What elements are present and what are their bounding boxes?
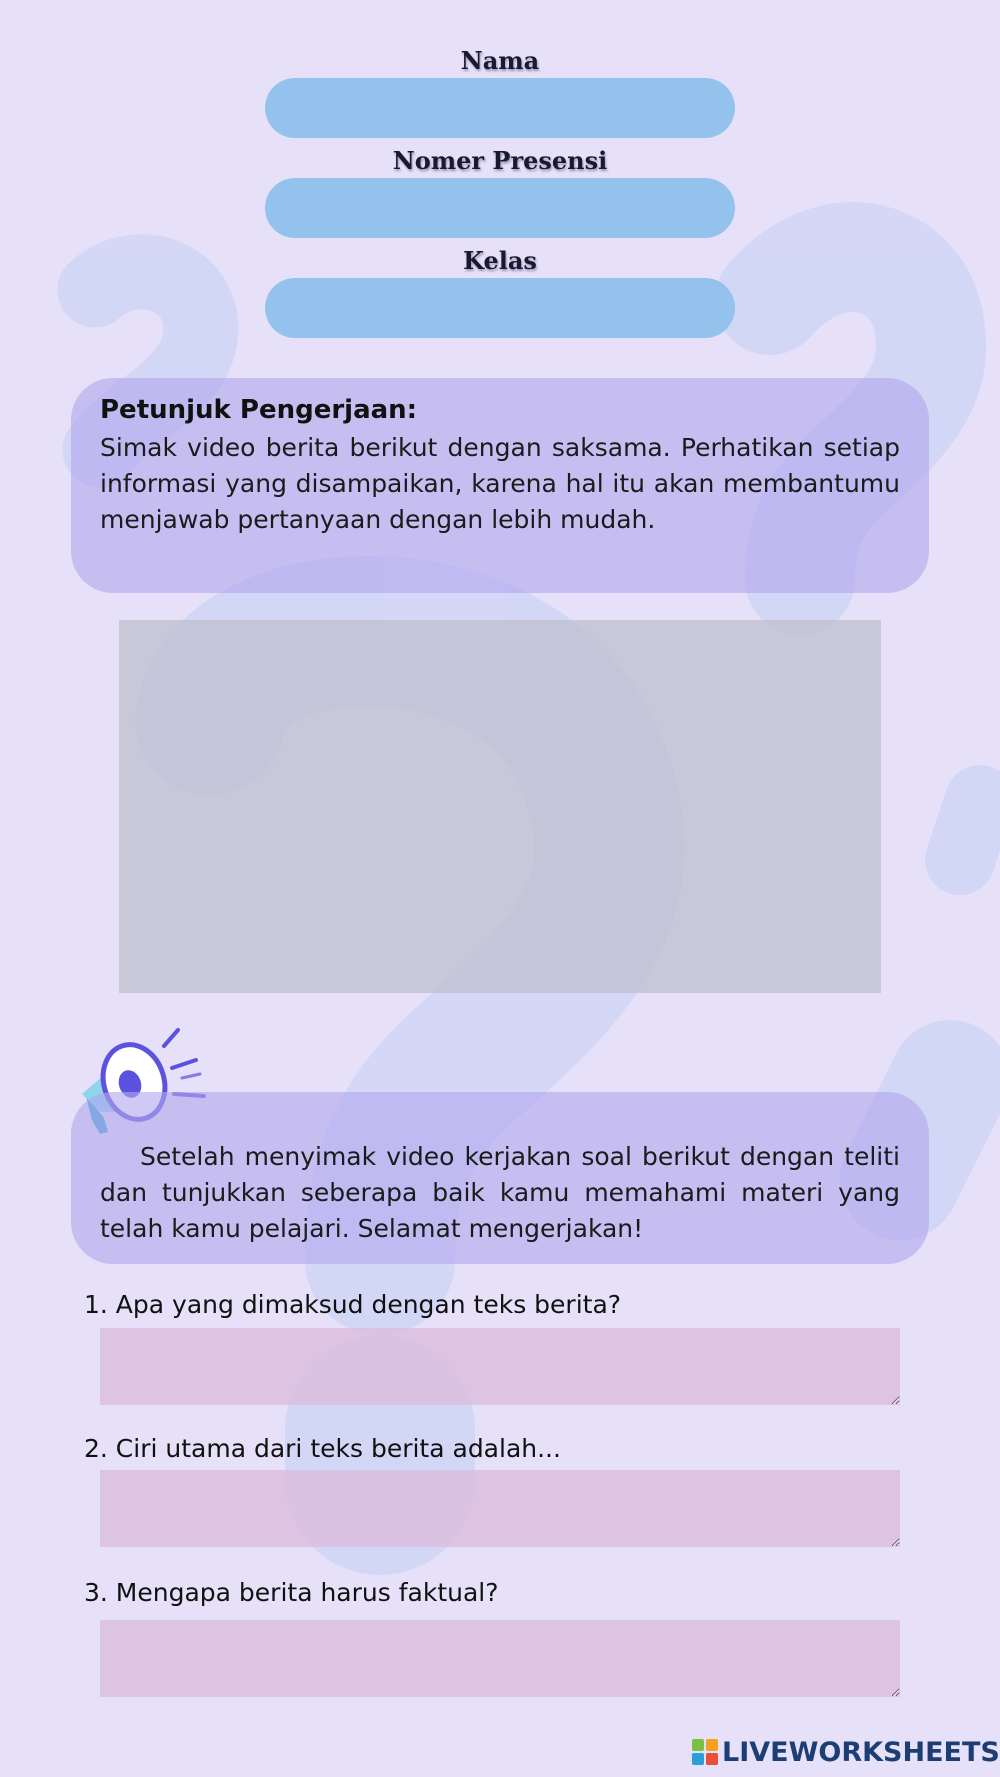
video-player[interactable] [119, 620, 881, 993]
question-2-text: 2. Ciri utama dari teks berita adalah... [84, 1434, 561, 1463]
question-1-text: 1. Apa yang dimaksud dengan teks berita? [84, 1290, 622, 1319]
class-input[interactable] [265, 278, 735, 338]
question-3-answer-input[interactable] [100, 1620, 900, 1697]
instructions-text: Simak video berita berikut dengan saksama. Perhatikan setiap informasi yang disampaikan, karena hal itu akan membantumu menjawab pertanyaan dengan lebih mudah. [100, 433, 900, 534]
question-2-answer-input[interactable] [100, 1470, 900, 1547]
intro-panel [71, 1092, 929, 1264]
name-input[interactable] [265, 78, 735, 138]
instructions-title: Petunjuk Pengerjaan: [100, 395, 418, 425]
class-label: Kelas [463, 246, 537, 275]
intro-text: Setelah menyimak video kerjakan soal berikut dengan teliti dan tunjukkan seberapa baik kamu memahami materi yang telah kamu pelajari. Selamat mengerjakan! [100, 1142, 900, 1243]
question-1-answer-input[interactable] [100, 1328, 900, 1405]
question-3-text: 3. Mengapa berita harus faktual? [84, 1578, 499, 1607]
attendance-number-input[interactable] [265, 178, 735, 238]
attendance-number-label: Nomer Presensi [392, 146, 608, 175]
liveworksheets-logo[interactable] [692, 1735, 1000, 1769]
liveworksheets-logo-icon [692, 1739, 718, 1765]
name-label: Nama [460, 46, 540, 75]
liveworksheets-logo-text: LIVEWORKSHEETS [722, 1736, 1000, 1768]
instructions-panel [71, 378, 929, 593]
